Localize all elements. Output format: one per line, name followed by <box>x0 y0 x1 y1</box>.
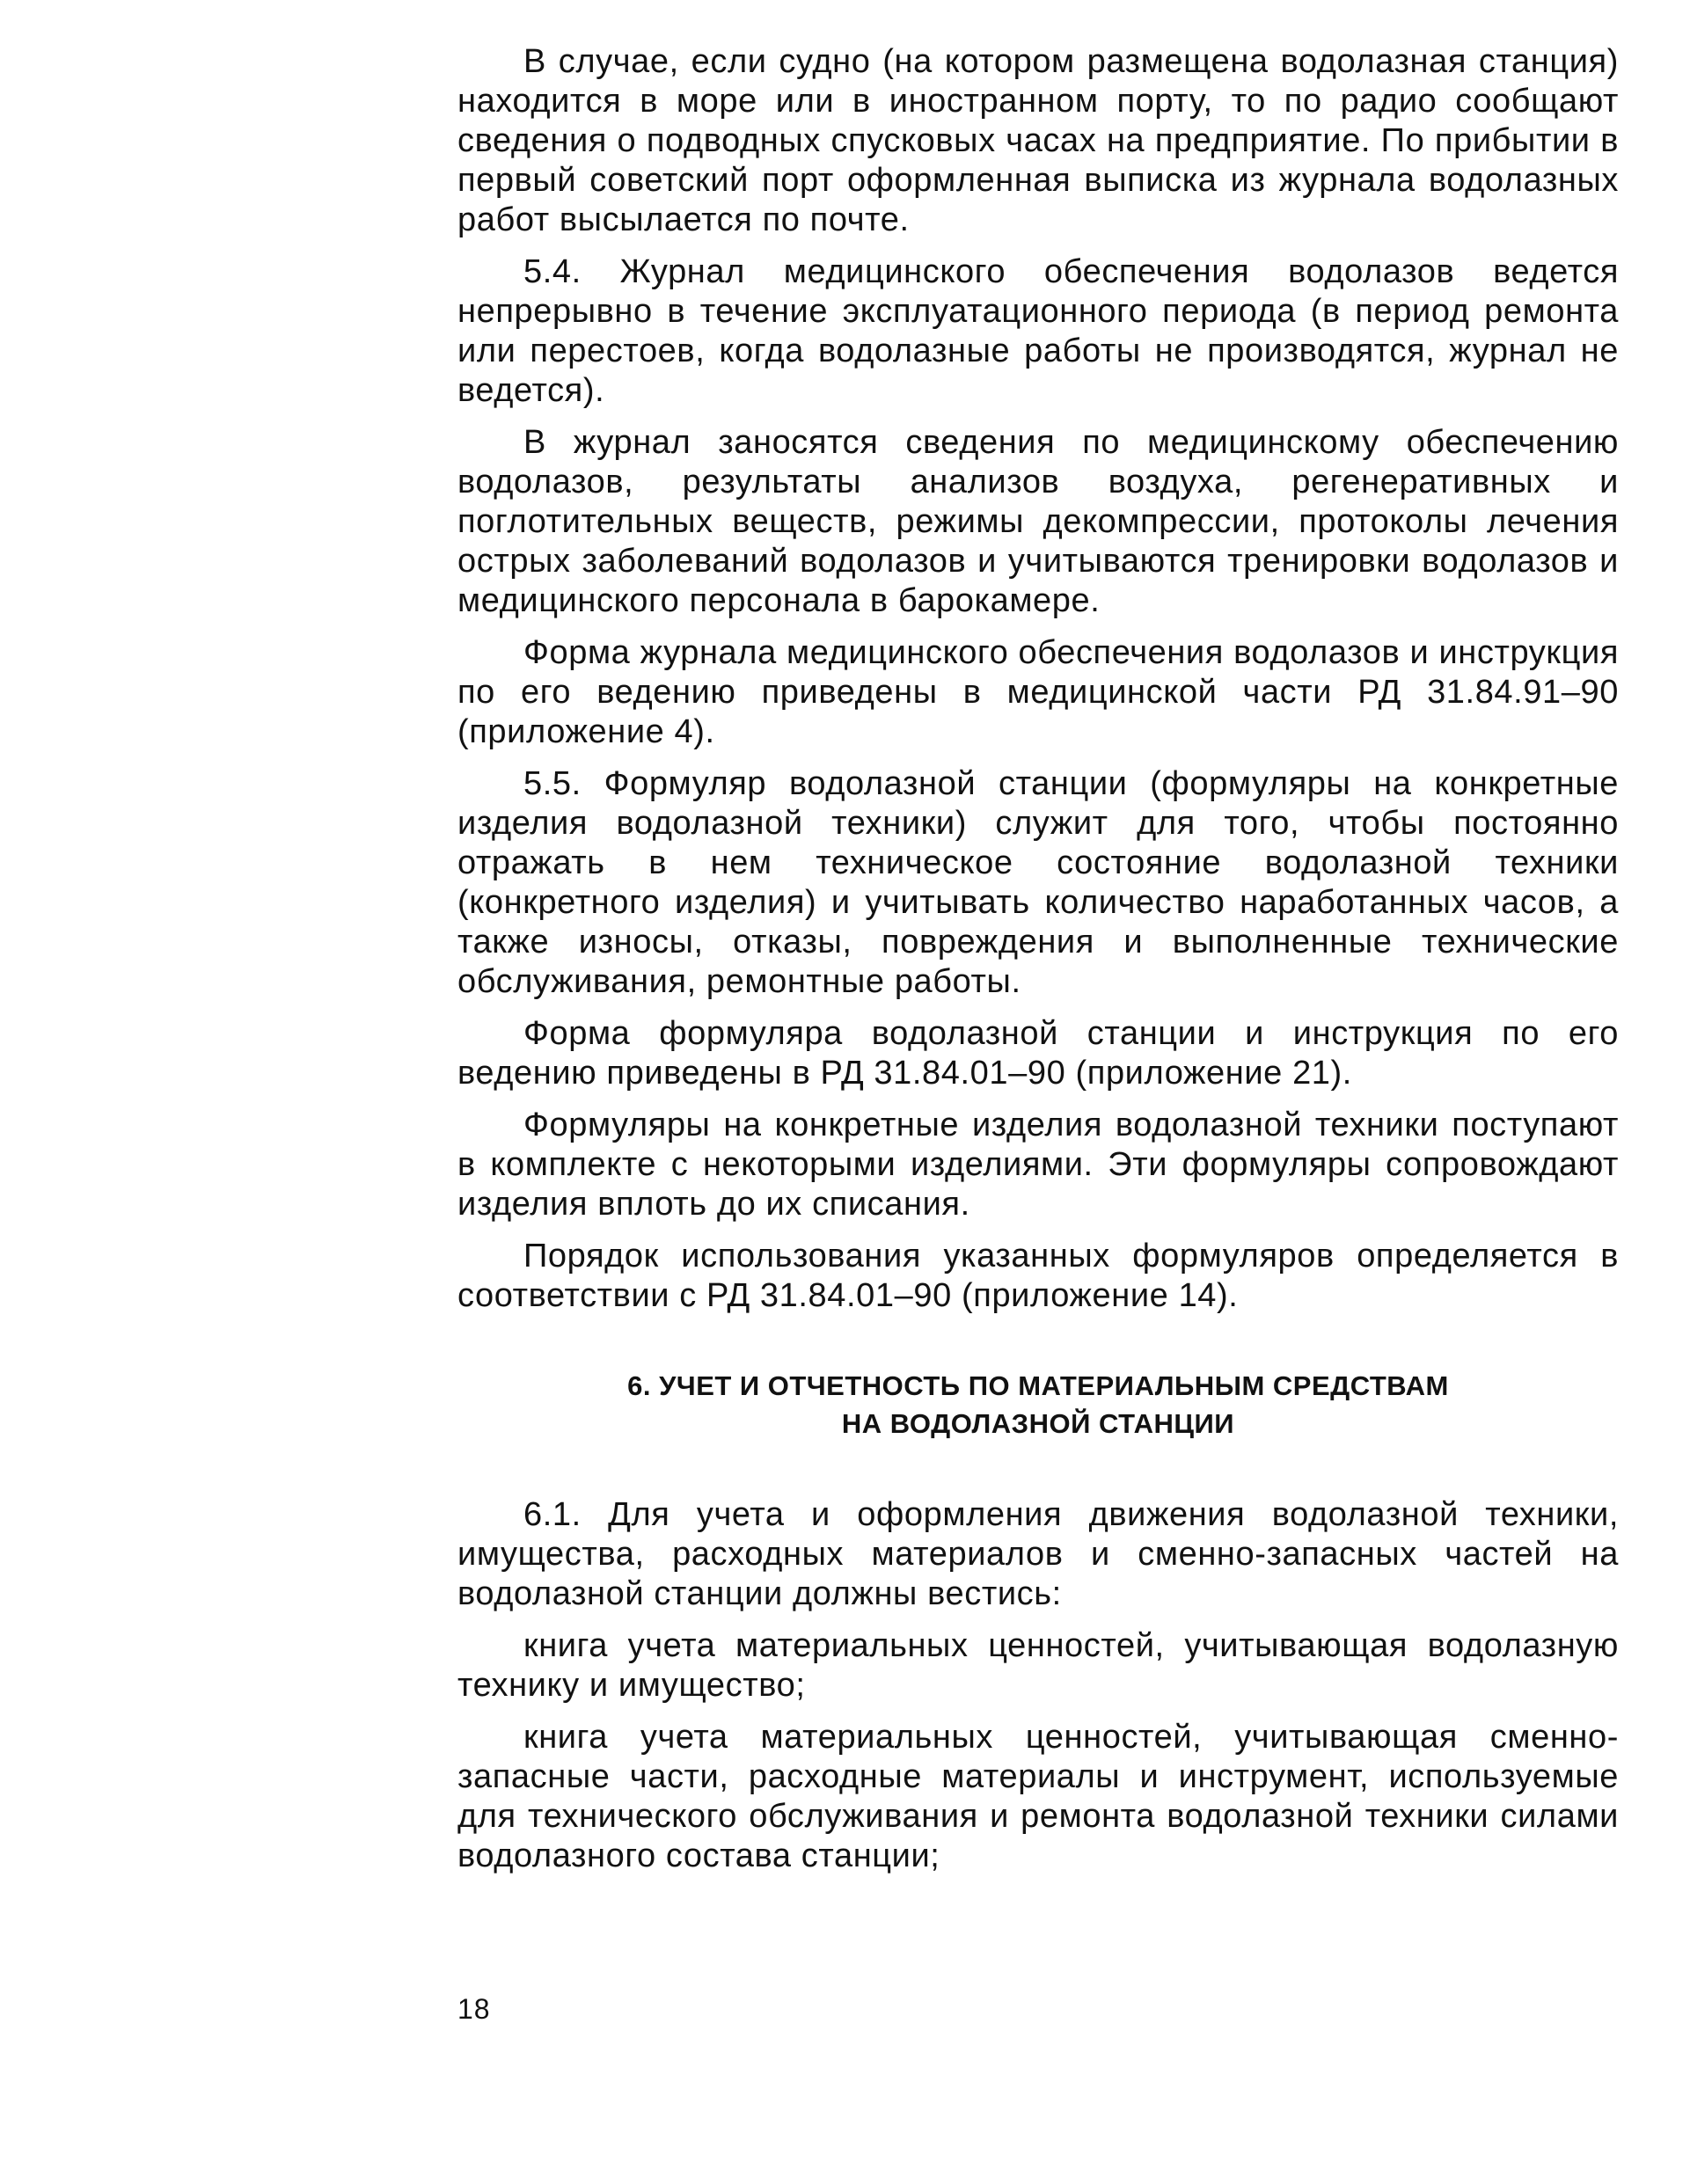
page-body <box>457 42 1619 1888</box>
paragraph-radio-report: В случае, если судно (на котором размещена водолазная станция) находится в море или в иностранном порту, то по радио сообщают сведения о подводных спусковых часах на предприятие. По прибытии в первый советский порт оформленная выписка из журнала водолазных работ высылается по почте. <box>457 43 1619 238</box>
paragraph-5-5-station-formular: 5.5. Формуляр водолазной станции (формуляры на конкретные изделия водолазной техники) служит для того, чтобы постоянно отражать в нем техническое состояние водолазной техники (конкретного изделия) и учитывать количество наработанных часов, а также износы, отказы, повреждения и выполненные технические обслуживания, ремонтные работы. <box>457 765 1619 1000</box>
section-heading <box>457 1367 1619 1443</box>
paragraph-6-1-accounting: 6.1. Для учета и оформления движения водолазной техники, имущества, расходных материалов и сменно-запасных частей на водолазной станции должны вестись: <box>457 1496 1619 1612</box>
paragraph-formular-procedure: Порядок использования указанных формуляров определяется в соответствии с РД 31.84.01–90 (приложение 14). <box>457 1238 1619 1314</box>
paragraph-medical-log-form: Форма журнала медицинского обеспечения водолазов и инструкция по его ведению приведены в медицинской части РД 31.84.91–90 (приложение 4). <box>457 634 1619 750</box>
paragraph-formular-form: Форма формуляра водолазной станции и инструкция по его ведению приведены в РД 31.84.01–90 (приложение 21). <box>457 1015 1619 1092</box>
paragraph-5-4-medical-log: 5.4. Журнал медицинского обеспечения водолазов ведется непрерывно в течение эксплуатационного периода (в период ремонта или перестоев, когда водолазные работы не производятся, журнал не ведется). <box>457 253 1619 409</box>
page-number: 18 <box>457 1993 491 2025</box>
section-heading-line-1: 6. УЧЕТ И ОТЧЕТНОСТЬ ПО МАТЕРИАЛЬНЫМ СРЕДСТВАМ <box>627 1370 1449 1401</box>
paragraph-product-formulars: Формуляры на конкретные изделия водолазной техники поступают в комплекте с некоторыми изделиями. Эти формуляры сопровождают изделия вплоть до их списания. <box>457 1107 1619 1223</box>
paragraph-medical-log-contents: В журнал заносятся сведения по медицинскому обеспечению водолазов, результаты анализов воздуха, регенеративных и поглотительных веществ, режимы декомпрессии, протоколы лечения острых заболеваний водолазов и учитываются тренировки водолазов и медицинского персонала в барокамере. <box>457 424 1619 619</box>
section-heading-line-2: НА ВОДОЛАЗНОЙ СТАНЦИИ <box>841 1408 1235 1439</box>
paragraph-book-spare-parts: книга учета материальных ценностей, учитывающая сменно-запасные части, расходные материалы и инструмент, используемые для технического обслуживания и ремонта водолазной техники силами водолазного состава станции; <box>457 1719 1619 1874</box>
paragraph-book-equipment: книга учета материальных ценностей, учитывающая водолазную технику и имущество; <box>457 1627 1619 1704</box>
